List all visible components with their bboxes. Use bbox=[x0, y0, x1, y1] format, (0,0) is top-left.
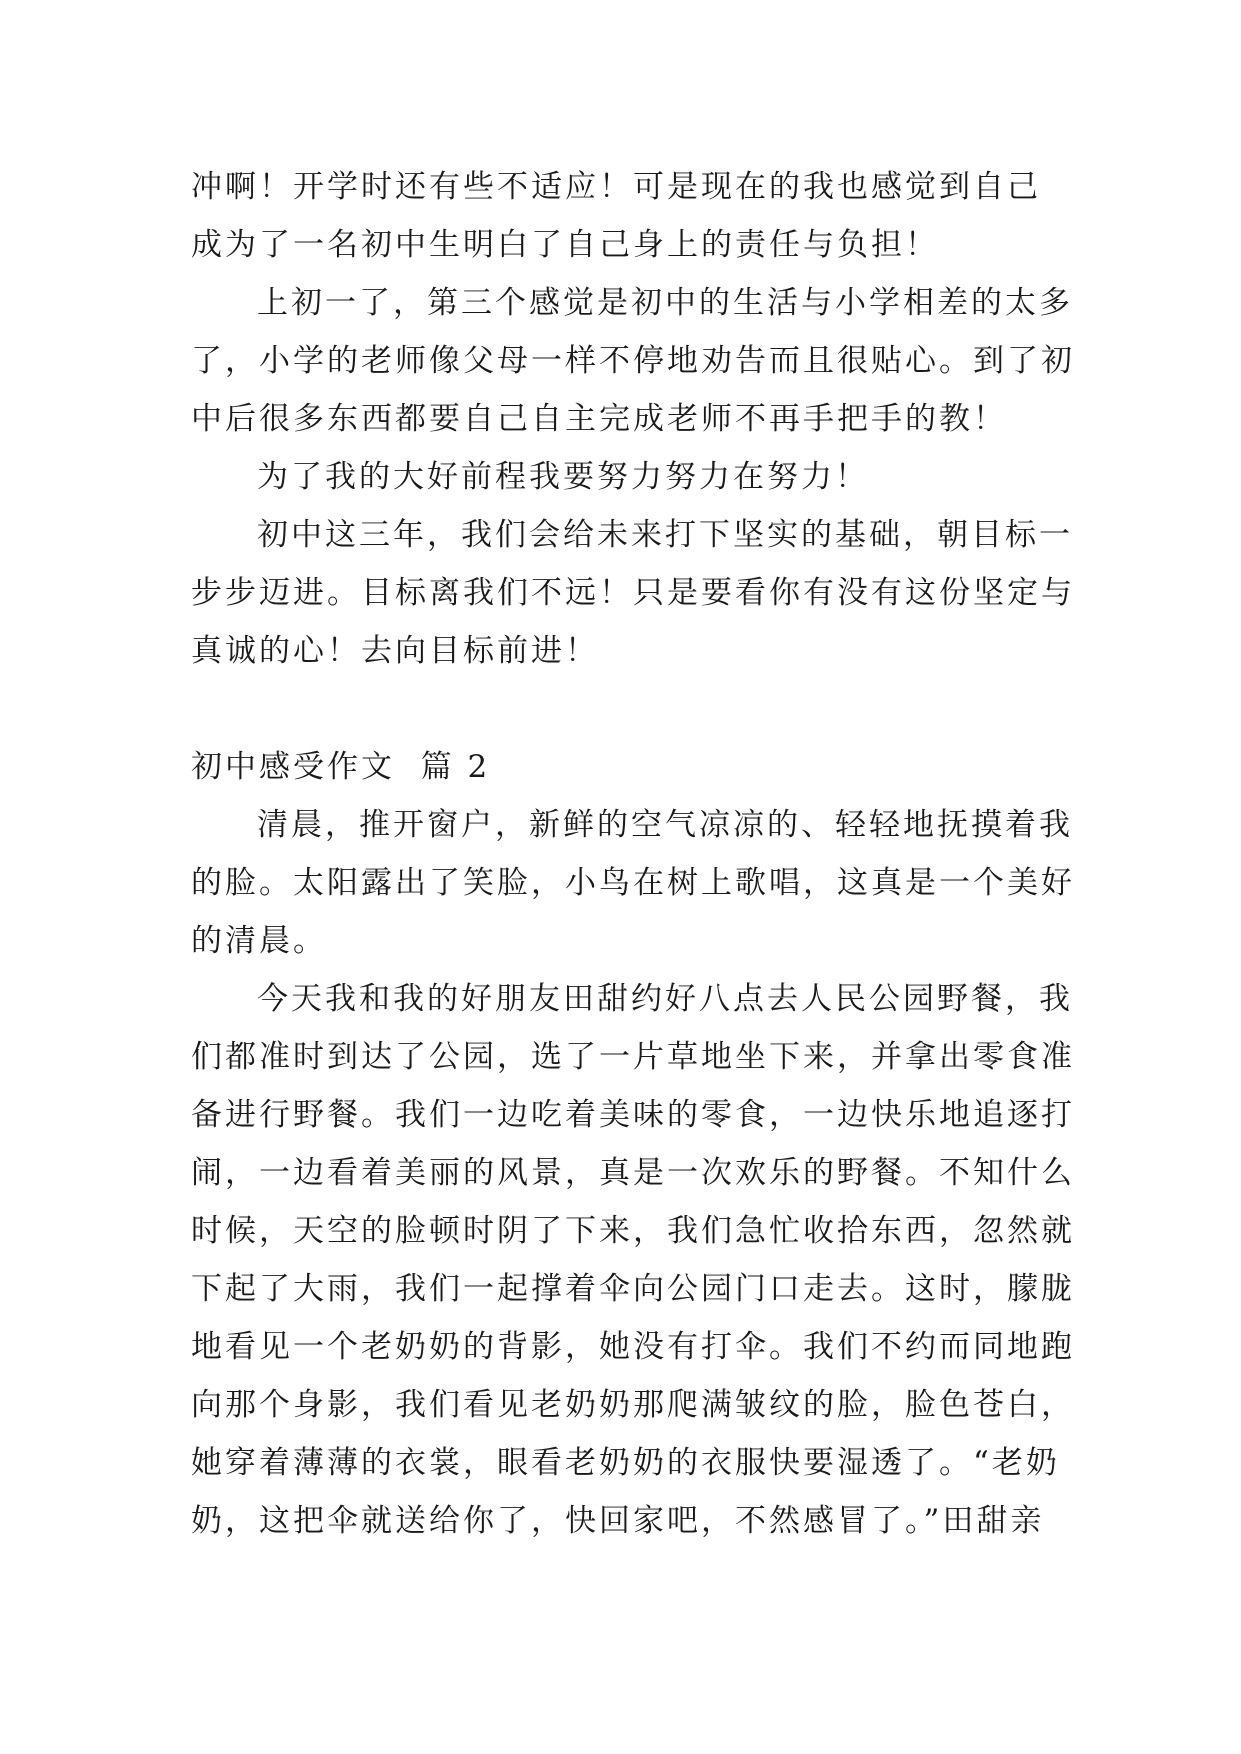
text-line: 闹，一边看着美丽的风景，真是一次欢乐的野餐。不知什么 bbox=[191, 1155, 1075, 1191]
text-line: 中后很多东西都要自己自主完成老师不再手把手的教！ bbox=[191, 401, 1007, 437]
text-line: 真诚的心！去向目标前进！ bbox=[191, 633, 599, 669]
section-gap bbox=[191, 680, 1061, 738]
text-line: 成为了一名初中生明白了自己身上的责任与负担！ bbox=[191, 227, 939, 263]
text-line: 了，小学的老师像父母一样不停地劝告而且很贴心。到了初 bbox=[191, 343, 1075, 379]
text-line: 为了我的大好前程我要努力努力在努力！ bbox=[257, 459, 869, 495]
text-line: 下起了大雨，我们一起撑着伞向公园门口走去。这时，朦胧 bbox=[191, 1271, 1075, 1307]
text-line: 备进行野餐。我们一边吃着美味的零食，一边快乐地追逐打 bbox=[191, 1097, 1075, 1133]
text-line: 时候，天空的脸顿时阴了下来，我们急忙收拾东西，忽然就 bbox=[191, 1213, 1075, 1249]
text-line: 上初一了，第三个感觉是初中的生活与小学相差的太多 bbox=[257, 285, 1073, 321]
paragraph-4 bbox=[191, 506, 1075, 680]
text-line: 奶，这把伞就送给你了，快回家吧，不然感冒了。”田甜亲 bbox=[191, 1503, 1045, 1539]
text-line: 她穿着薄薄的衣裳，眼看老奶奶的衣服快要湿透了。“老奶 bbox=[191, 1445, 1060, 1481]
text-line: 清晨，推开窗户，新鲜的空气凉凉的、轻轻地抚摸着我 bbox=[257, 807, 1073, 843]
paragraph-6 bbox=[191, 970, 1075, 1550]
paragraph-5 bbox=[191, 796, 1075, 970]
text-line: 的脸。太阳露出了笑脸，小鸟在树上歌唱，这真是一个美好 bbox=[191, 865, 1075, 901]
text-line: 冲啊！开学时还有些不适应！可是现在的我也感觉到自己 bbox=[191, 169, 1041, 205]
text-line: 初中这三年，我们会给未来打下坚实的基础，朝目标一 bbox=[257, 517, 1073, 553]
document-body bbox=[191, 158, 1075, 1550]
text-line: 们都准时到达了公园，选了一片草地坐下来，并拿出零食准 bbox=[191, 1039, 1075, 1075]
section-title: 初中感受作文 篇 2 bbox=[191, 749, 491, 785]
text-line: 向那个身影，我们看见老奶奶那爬满皱纹的脸，脸色苍白， bbox=[191, 1387, 1075, 1423]
text-line: 地看见一个老奶奶的背影，她没有打伞。我们不约而同地跑 bbox=[191, 1329, 1075, 1365]
paragraph-3 bbox=[191, 448, 1061, 506]
text-line: 今天我和我的好朋友田甜约好八点去人民公园野餐，我 bbox=[257, 981, 1073, 1017]
text-line: 的清晨。 bbox=[191, 923, 327, 959]
paragraph-1 bbox=[191, 158, 1061, 274]
text-line: 步步迈进。目标离我们不远！只是要看你有没有这份坚定与 bbox=[191, 575, 1075, 611]
paragraph-2 bbox=[191, 274, 1075, 448]
